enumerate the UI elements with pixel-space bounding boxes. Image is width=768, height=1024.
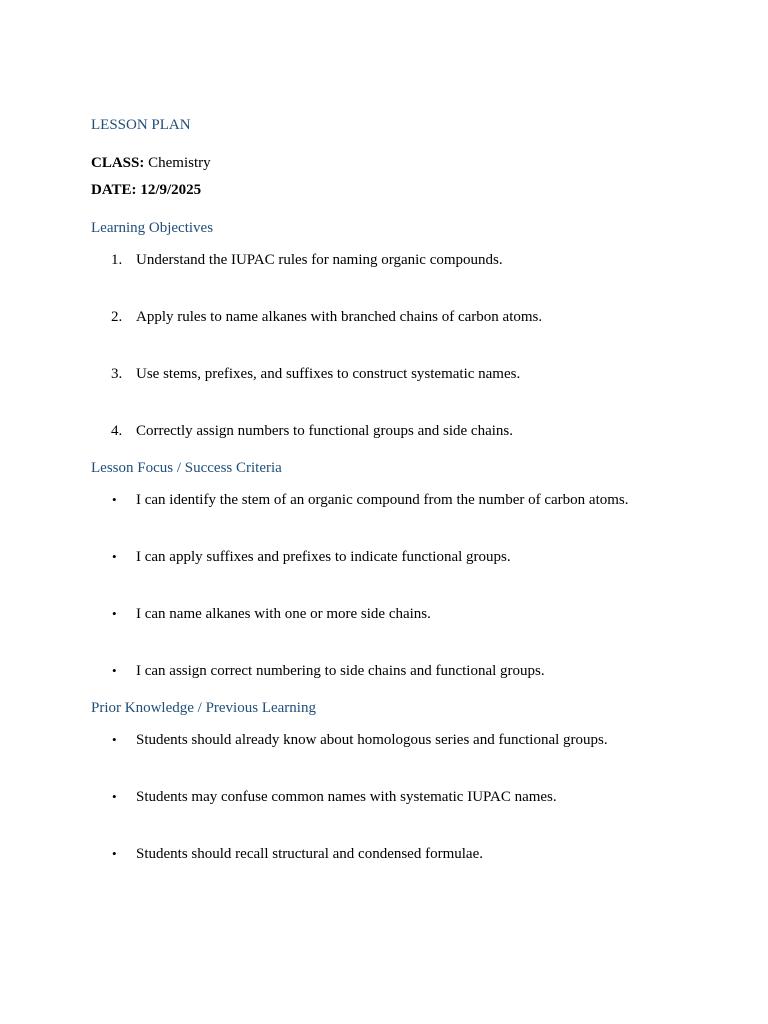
criteria-item [91, 548, 708, 566]
prior-knowledge-list [91, 731, 708, 863]
bullet-icon: • [112, 549, 117, 564]
learning-objectives-section [91, 219, 708, 440]
class-line [91, 154, 708, 172]
prior-knowledge-item [91, 731, 708, 749]
bullet-icon: • [112, 789, 117, 804]
prior-knowledge-text: Students may confuse common names with systematic IUPAC names. [136, 789, 557, 805]
criteria-text: I can name alkanes with one or more side chains. [136, 606, 431, 622]
success-criteria-section [91, 459, 708, 680]
objectives-list [91, 251, 708, 440]
date-value: 12/9/2025 [140, 182, 202, 198]
prior-knowledge-heading: Prior Knowledge / Previous Learning [91, 700, 316, 716]
objective-text: Understand the IUPAC rules for naming organic compounds. [136, 252, 503, 268]
criteria-text: I can apply suffixes and prefixes to indicate functional groups. [136, 549, 511, 565]
prior-knowledge-section [91, 699, 708, 863]
criteria-item [91, 662, 708, 680]
success-criteria-heading: Lesson Focus / Success Criteria [91, 460, 282, 476]
objective-text: Correctly assign numbers to functional groups and side chains. [136, 423, 514, 439]
objective-item [91, 365, 708, 383]
success-criteria-list [91, 491, 708, 680]
prior-knowledge-text: Students should already know about homologous series and functional groups. [136, 732, 608, 748]
objective-item [91, 251, 708, 269]
objective-item [91, 308, 708, 326]
document-title: LESSON PLAN [91, 117, 191, 133]
objective-text: Apply rules to name alkanes with branched chains of carbon atoms. [136, 309, 543, 325]
date-line [91, 181, 708, 199]
bullet-icon: • [112, 606, 117, 621]
bullet-icon: • [112, 846, 117, 861]
prior-knowledge-text: Students should recall structural and condensed formulae. [136, 846, 483, 862]
list-number: 2. [111, 309, 123, 325]
bullet-icon: • [112, 492, 117, 507]
criteria-text: I can identify the stem of an organic compound from the number of carbon atoms. [136, 492, 629, 508]
criteria-item [91, 605, 708, 623]
class-label: CLASS: [91, 155, 145, 171]
bullet-icon: • [112, 663, 117, 678]
list-number: 1. [111, 252, 123, 268]
list-number: 3. [111, 366, 123, 382]
prior-knowledge-item [91, 845, 708, 863]
objective-item [91, 422, 708, 440]
class-value: Chemistry [148, 155, 211, 171]
prior-knowledge-item [91, 788, 708, 806]
learning-objectives-heading: Learning Objectives [91, 220, 214, 236]
objective-text: Use stems, prefixes, and suffixes to construct systematic names. [136, 366, 521, 382]
criteria-text: I can assign correct numbering to side chains and functional groups. [136, 663, 545, 679]
date-label: DATE: [91, 182, 137, 198]
criteria-item [91, 491, 708, 509]
list-number: 4. [111, 423, 123, 439]
bullet-icon: • [112, 732, 117, 747]
